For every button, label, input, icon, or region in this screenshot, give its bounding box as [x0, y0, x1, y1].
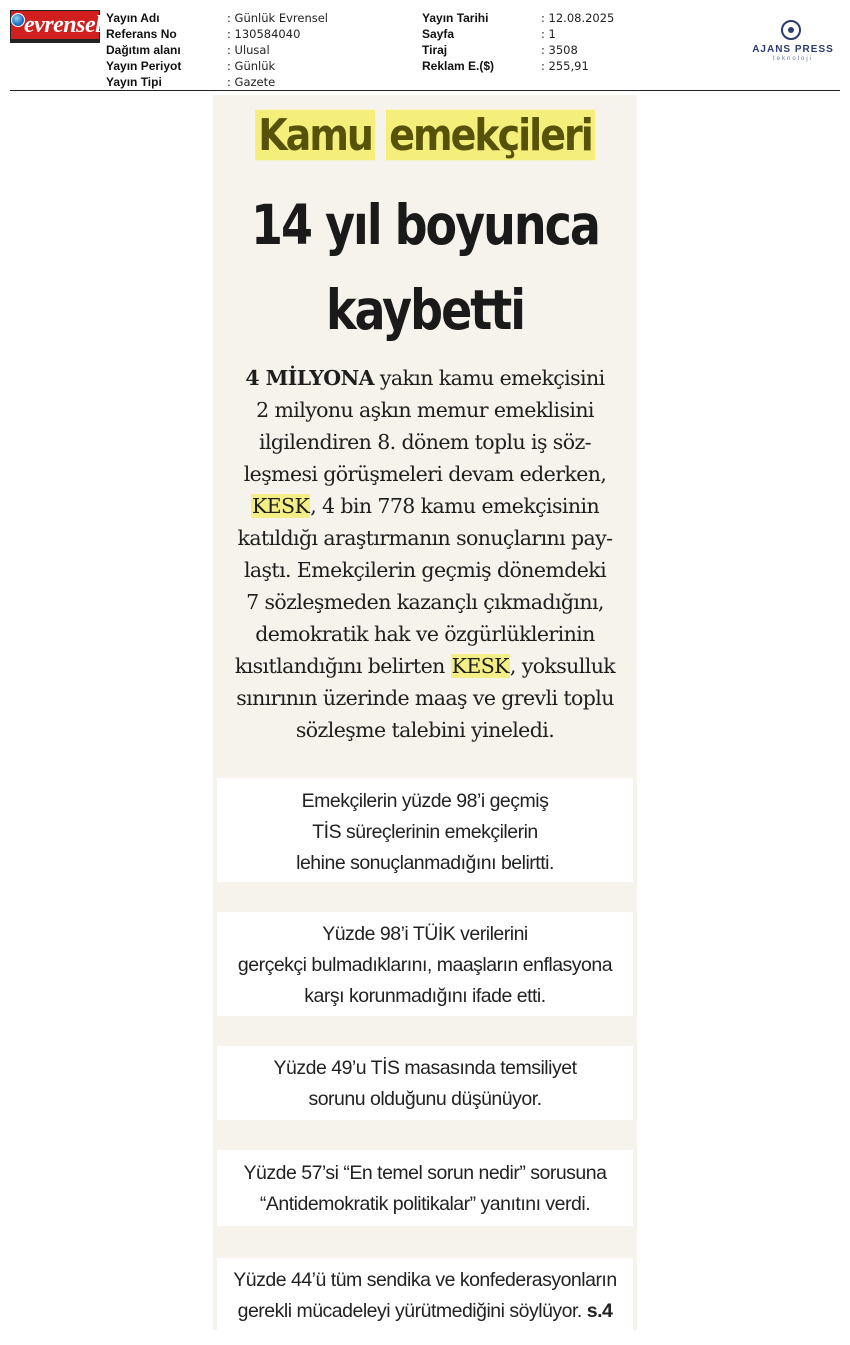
page-value: : 1 — [541, 27, 556, 41]
lead-line: laştı. Emekçilerin geçmiş dönemdeki — [243, 558, 607, 582]
distribution-area-value: : Ulusal — [227, 43, 270, 57]
headline-highlight-emekcileri: emekçileri — [386, 110, 595, 161]
lead-paragraph — [217, 362, 633, 746]
ajans-press-logo: AJANS PRESS teknoloji — [743, 20, 843, 66]
survey-fact-5: Yüzde 44’ü tüm sendika ve konfederasyonların gerekli mücadeleyi yürütmediğini söylüyor. s.4 — [217, 1258, 633, 1330]
headline-line-3: kaybetti — [325, 277, 525, 343]
survey-fact-1: Emekçilerin yüzde 98’i geçmiş TİS süreçlerinin emekçilerin lehine sonuçlanmadığını belirtti. — [217, 778, 633, 882]
ad-equivalent-value: : 255,91 — [541, 59, 589, 73]
lead-line: katıldığı araştırmanın sonuçlarını pay- — [237, 526, 613, 550]
lead-line: 2 milyonu aşkın memur emeklisini — [256, 398, 594, 422]
publication-period-value: : Günlük — [227, 59, 276, 73]
kesk-highlight: KESK — [251, 494, 310, 518]
lead-line: demokratik hak ve özgürlüklerinin — [255, 622, 595, 646]
evrensel-logo: evrensel — [10, 10, 100, 42]
ajans-press-mark-icon — [781, 20, 801, 40]
globe-icon — [11, 13, 25, 27]
survey-fact-3: Yüzde 49’u TİS masasında temsiliyet sorunu olduğunu düşünüyor. — [217, 1046, 633, 1120]
survey-fact-4: Yüzde 57’si “En temel sorun nedir” sorusuna “Antidemokratik politikalar” yanıtını verdi. — [217, 1150, 633, 1226]
publication-date-value: : 12.08.2025 — [541, 11, 615, 25]
lead-line: sınırının üzerinde maaş ve grevli toplu — [236, 686, 614, 710]
reference-no-label: Referans No — [106, 27, 177, 41]
publication-name-value: : Günlük Evrensel — [227, 11, 328, 25]
page-reference: s.4 — [586, 1300, 613, 1322]
publication-date-label: Yayın Tarihi — [422, 11, 489, 25]
circulation-label: Tiraj — [422, 43, 448, 57]
publication-type-value: : Gazete — [227, 75, 276, 89]
lead-line: 7 sözleşmeden kazançlı çıkmadığını, — [246, 590, 604, 614]
page-label: Sayfa — [422, 27, 455, 41]
newspaper-clipping — [213, 95, 637, 1330]
lead-emphasis: 4 MİLYONA — [245, 366, 374, 390]
lead-line: sözleşme talebini yineledi. — [295, 718, 555, 742]
publication-name-label: Yayın Adı — [106, 11, 160, 25]
headline-line-1 — [213, 101, 637, 170]
distribution-area-label: Dağıtım alanı — [106, 43, 181, 57]
publication-type-label: Yayın Tipi — [106, 75, 162, 89]
reference-no-value: : 130584040 — [227, 27, 301, 41]
kesk-highlight: KESK — [451, 654, 509, 678]
lead-line: KESK, 4 bin 778 kamu emekçisinin — [251, 494, 600, 518]
lead-line: 4 MİLYONA yakın kamu emekçisini — [245, 366, 605, 390]
survey-fact-2: Yüzde 98’i TÜİK verilerini gerçekçi bulmadıklarını, maaşların enflasyona karşı korunmadığını ifade etti. — [217, 912, 633, 1016]
headline-highlight-kamu: Kamu — [255, 110, 375, 161]
clipping-header — [10, 8, 840, 91]
headline-line-2: 14 yıl boyunca — [251, 192, 599, 258]
lead-line: leşmesi görüşmeleri devam ederken, — [243, 462, 607, 486]
lead-line: kısıtlandığını belirten KESK, yoksulluk — [234, 654, 616, 678]
ad-equivalent-label: Reklam E.($) — [422, 59, 495, 73]
circulation-value: : 3508 — [541, 43, 578, 57]
lead-line: ilgilendiren 8. dönem toplu iş söz- — [258, 430, 591, 454]
header-divider — [10, 90, 840, 91]
publication-period-label: Yayın Periyot — [106, 59, 182, 73]
